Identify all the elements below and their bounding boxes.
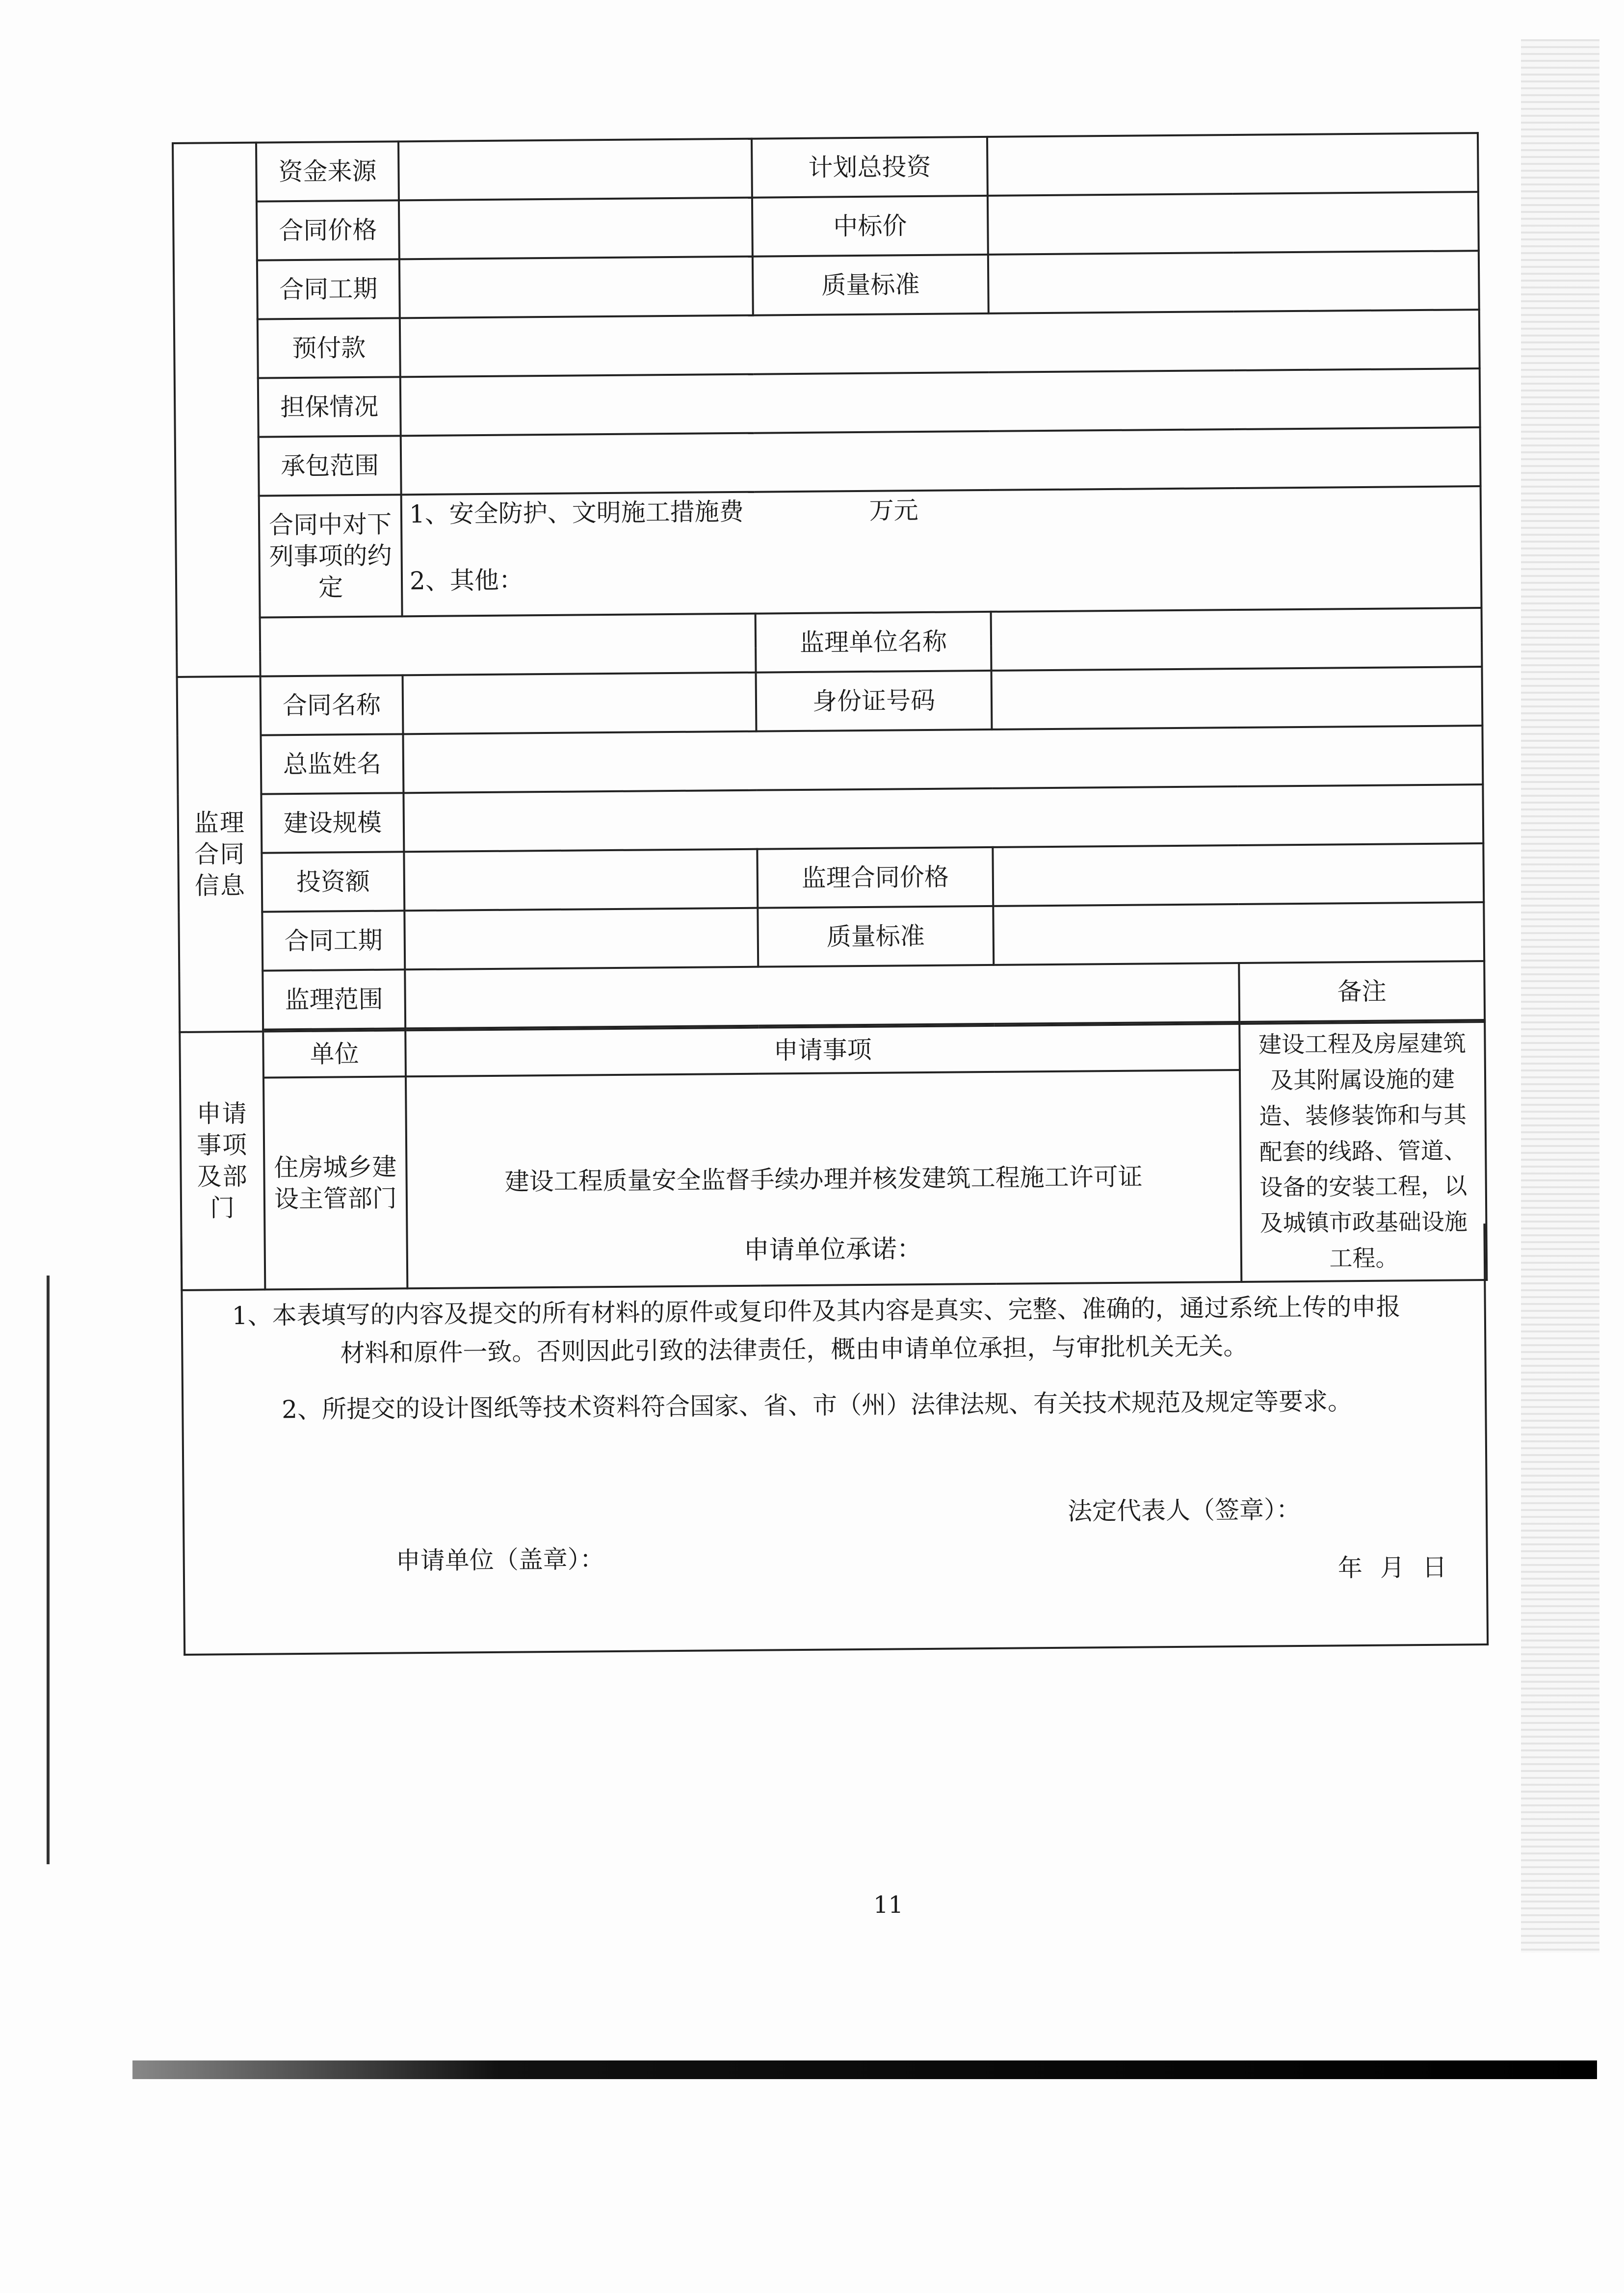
application-item-header: 申请事项 — [405, 1024, 1240, 1077]
winning-bid-label: 中标价 — [752, 196, 988, 257]
row-funding — [173, 133, 1478, 202]
commitment-clause-2: 2、所提交的设计图纸等技术资料符合国家、省、市（州）法律法规、有关技术规范及规定等要求。 — [282, 1387, 1353, 1424]
advance-payment-field[interactable] — [400, 310, 1480, 377]
row-chief-name — [178, 726, 1483, 795]
row-contract-scope — [175, 427, 1481, 496]
scale-field[interactable] — [403, 784, 1483, 852]
contract-period-label: 合同工期 — [257, 259, 400, 319]
remarks-header: 备注 — [1239, 961, 1485, 1022]
empty-cell — [260, 648, 756, 677]
contract-price-label: 合同价格 — [257, 200, 399, 260]
commitment-clause-1-line-1: 1、本表填写的内容及提交的所有材料的原件或复印件及其内容是真实、完整、准确的，通过系统上传的申报 — [232, 1292, 1401, 1330]
supervision-contract-name-label: 合同名称 — [261, 675, 403, 735]
id-number-field[interactable] — [992, 667, 1483, 730]
department-cell: 住房城乡建设主管部门 — [263, 1077, 407, 1290]
scale-label: 建设规模 — [261, 793, 404, 853]
applicant-commitment — [180, 1224, 1489, 1656]
agreement-label: 合同中对下列事项的约定 — [259, 495, 402, 617]
contract-scope-label: 承包范围 — [259, 436, 401, 495]
contract-period-field[interactable] — [399, 257, 753, 318]
contract-price-field[interactable] — [399, 198, 753, 260]
supervision-section-label: 监理合同信息 — [177, 677, 263, 1032]
row-scale — [178, 784, 1483, 854]
supervision-price-field[interactable] — [993, 843, 1484, 906]
supervision-quality-label: 质量标准 — [758, 906, 994, 967]
supervision-scope-label: 监理范围 — [262, 969, 405, 1029]
application-form — [172, 132, 1489, 1653]
agreement-item2: 2、其他： — [409, 566, 524, 596]
funding-source-field[interactable] — [398, 139, 752, 201]
legal-representative-signature-label: 法定代表人（签章）： — [1067, 1495, 1301, 1526]
supervision-unit-field[interactable] — [991, 608, 1482, 671]
row-investment — [178, 843, 1484, 912]
row-supervision-period — [179, 902, 1484, 971]
scan-edge-shadow — [1521, 39, 1599, 1953]
supervision-period-label: 合同工期 — [262, 911, 405, 970]
row-contract-period — [174, 251, 1479, 320]
chief-name-field[interactable] — [403, 726, 1483, 793]
remarks-note: 建设工程及房屋建筑及其附属设施的建造、装修装饰和与其配套的线路、管道、设备的安装工程，以及城镇市政基础设施工程。 — [1239, 1022, 1487, 1282]
row-advance-payment — [174, 310, 1480, 379]
id-number-label: 身份证号码 — [756, 671, 992, 731]
row-supervision-contract-name — [177, 667, 1483, 736]
commitment-clause-1 — [232, 1288, 1429, 1373]
row-agreement — [176, 486, 1482, 618]
supervision-quality-field[interactable] — [993, 902, 1484, 965]
row-contract-price — [173, 192, 1479, 261]
supervision-contract-name-field[interactable] — [403, 673, 757, 734]
guarantee-field[interactable] — [400, 368, 1480, 436]
row-supervision-scope — [179, 961, 1485, 1030]
applicant-seal-label: 申请单位（盖章）： — [395, 1545, 604, 1575]
winning-bid-field[interactable] — [988, 192, 1479, 255]
planned-investment-label: 计划总投资 — [752, 137, 988, 198]
commitment-clause-1-line-2: 材料和原件一致。否则因此引致的法律责任，概由申请单位承担，与审批机关无关。 — [340, 1331, 1248, 1367]
quality-standard-label: 质量标准 — [753, 255, 989, 315]
page-number: 11 — [873, 1891, 904, 1919]
advance-payment-label: 预付款 — [258, 318, 400, 378]
quality-standard-field[interactable] — [988, 251, 1479, 313]
funding-source-label: 资金来源 — [256, 141, 399, 201]
row-guarantee — [175, 368, 1480, 438]
application-item-cell: 建设工程质量安全监督手续办理并核发建筑工程施工许可证 — [406, 1070, 1241, 1288]
form-table — [172, 132, 1488, 1291]
supervision-scope-field[interactable] — [405, 963, 1239, 1028]
planned-investment-field[interactable] — [987, 133, 1478, 196]
chief-name-label: 总监姓名 — [261, 734, 403, 794]
supervision-price-label: 监理合同价格 — [757, 847, 993, 908]
contract-scope-field[interactable] — [401, 427, 1481, 495]
supervision-period-field[interactable] — [404, 908, 758, 970]
investment-field[interactable] — [404, 849, 758, 911]
empty-cell — [260, 614, 756, 652]
guarantee-label: 担保情况 — [258, 377, 401, 437]
project-section-cell — [173, 143, 261, 677]
unit-header: 单位 — [263, 1030, 406, 1078]
scan-bottom-shadow — [132, 2060, 1597, 2079]
application-section-label: 申请事项及部门 — [180, 1032, 265, 1290]
agreement-field[interactable] — [401, 486, 1482, 616]
commitment-heading: 申请单位承诺： — [743, 1234, 923, 1265]
agreement-unit: 万元 — [869, 496, 918, 525]
binding-line — [47, 1276, 50, 1864]
supervision-unit-label: 监理单位名称 — [756, 612, 992, 673]
agreement-item1: 1、安全防护、文明施工措施费 — [409, 497, 744, 529]
investment-label: 投资额 — [262, 852, 404, 912]
row-application-header — [180, 1022, 1485, 1078]
date-label: 年月日 — [1337, 1553, 1465, 1583]
